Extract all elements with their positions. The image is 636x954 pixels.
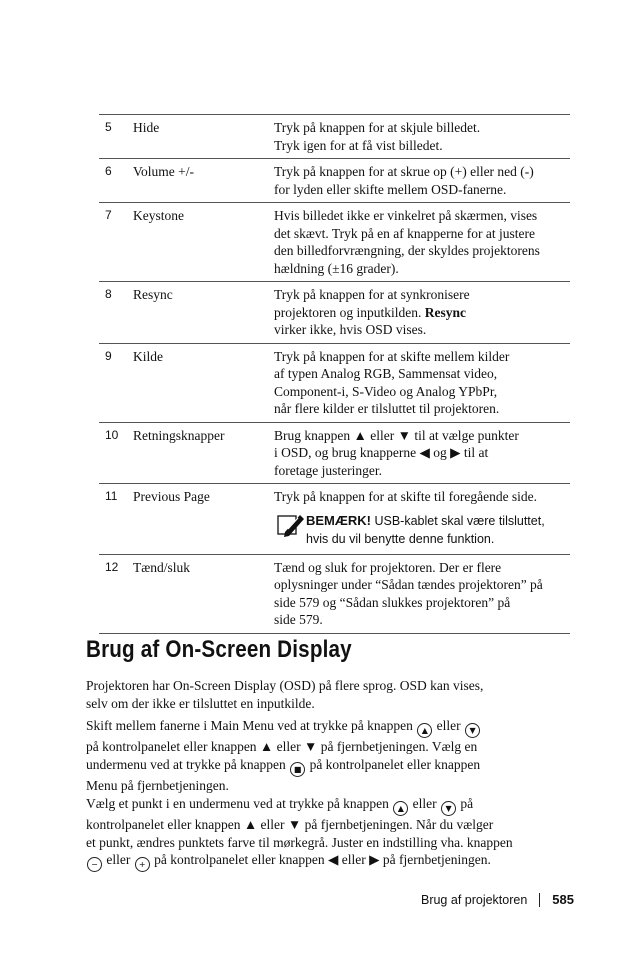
note-line: hvis du vil benytte denne funktion. xyxy=(306,531,495,546)
para-line: et punkt, ændres punktets farve til mørkegrå. Juster en indstilling vha. knappen xyxy=(86,834,513,850)
section-title: Brug af On-Screen Display xyxy=(86,636,352,663)
row-number: 9 xyxy=(105,348,112,363)
desc-line: for lyden eller skifte mellem OSD-fanerne. xyxy=(274,181,507,197)
row-name: Previous Page xyxy=(133,489,210,504)
down-button-icon: ▼ xyxy=(441,801,456,816)
row-name: Retningsknapper xyxy=(133,427,225,443)
menu-down-button-icon: ▼ xyxy=(465,723,480,738)
row-description xyxy=(274,203,570,281)
para-line: selv om der ikke er tilsluttet en inputkilde. xyxy=(86,695,315,711)
para-line: på kontrolpanelet eller knappen ▲ eller ▼ på fjernbetjeningen. Vælg en xyxy=(86,739,478,754)
desc-line: Hvis billedet ikke er vinkelret på skærmen, vises xyxy=(274,208,538,223)
paragraph-intro xyxy=(86,677,576,712)
para-text: på xyxy=(460,796,474,811)
row-name: Resync xyxy=(133,287,173,302)
up-button-icon: ▲ xyxy=(393,801,408,816)
desc-line: virker ikke, hvis OSD vises. xyxy=(274,322,427,337)
para-text: undermenu ved at trykke på knappen xyxy=(86,756,286,772)
table-row xyxy=(99,484,570,555)
desc-line: Component-i, S-Video og Analog YPbPr, xyxy=(274,383,498,399)
menu-up-button-icon: ▲ xyxy=(417,723,432,738)
row-name: Tænd/sluk xyxy=(133,559,191,575)
desc-line: side 579 og “Sådan slukkes projektoren” på xyxy=(274,594,511,610)
table-row xyxy=(99,423,570,485)
para-text: eller xyxy=(412,796,437,811)
note-label: BEMÆRK! xyxy=(306,512,371,528)
row-description xyxy=(274,484,570,554)
row-number: 7 xyxy=(105,208,112,222)
menu-button-icon: ■ xyxy=(290,762,305,777)
row-description xyxy=(274,159,570,202)
desc-line: af typen Analog RGB, Sammensat video, xyxy=(274,366,498,381)
desc-line: Tryk på knappen for at skifte til foregående side. xyxy=(274,489,538,504)
chapter-title: Brug af projektoren xyxy=(420,892,528,907)
para-line: kontrolpanelet eller knappen ▲ eller ▼ på fjernbetjeningen. Når du vælger xyxy=(86,817,494,832)
resync-keyword: Resync xyxy=(424,304,466,320)
page-footer xyxy=(421,892,574,907)
note-text xyxy=(306,512,545,548)
note-box xyxy=(274,512,570,548)
row-description xyxy=(274,423,570,484)
row-description xyxy=(274,344,570,422)
desc-line: den billedforvrængning, der skyldes projektorens xyxy=(274,243,540,258)
desc-text: projektoren og inputkilden. xyxy=(274,304,422,320)
plus-button-icon: + xyxy=(135,857,150,872)
row-description xyxy=(274,555,570,633)
para-text: på kontrolpanelet eller knappen ◀ eller ▶ på fjernbetjeningen. xyxy=(154,852,491,868)
paragraph-submenu xyxy=(86,795,576,872)
para-text: Vælg et punkt i en undermenu ved at trykke på knappen xyxy=(86,796,389,811)
table-row xyxy=(99,282,570,344)
para-line xyxy=(86,795,576,816)
para-line: Projektoren har On-Screen Display (OSD) på flere sprog. OSD kan vises, xyxy=(86,678,484,693)
desc-line: Tænd og sluk for projektoren. Der er flere xyxy=(274,559,502,575)
para-line xyxy=(86,756,576,777)
row-number: 6 xyxy=(105,164,112,178)
para-line xyxy=(86,851,576,872)
note-line: USB-kablet skal være tilsluttet, xyxy=(371,513,545,528)
desc-line: i OSD, og brug knapperne ◀ og ▶ til at xyxy=(274,445,489,460)
pencil-note-icon xyxy=(276,512,306,540)
desc-line xyxy=(274,304,570,322)
desc-line: oplysninger under “Sådan tændes projektoren” på xyxy=(274,577,543,592)
para-text: eller xyxy=(106,852,131,868)
desc-line: foretage justeringer. xyxy=(274,462,382,478)
table-row xyxy=(99,114,570,159)
row-name: Volume +/- xyxy=(133,164,194,179)
row-name: Kilde xyxy=(133,348,163,364)
row-number: 5 xyxy=(105,120,112,134)
table-row xyxy=(99,344,570,423)
para-text: eller xyxy=(436,718,461,733)
function-table xyxy=(99,114,570,634)
desc-line: hældning (±16 grader). xyxy=(274,260,399,276)
desc-line: når flere kilder er tilsluttet til projektoren. xyxy=(274,401,500,416)
row-number: 12 xyxy=(105,559,119,574)
row-name: Hide xyxy=(133,120,160,135)
minus-button-icon: − xyxy=(87,857,102,872)
table-row xyxy=(99,159,570,203)
row-name: Keystone xyxy=(133,208,184,223)
desc-line: Tryk på knappen for at skrue op (+) eller ned (-) xyxy=(274,164,534,179)
para-text: Skift mellem fanerne i Main Menu ved at trykke på knappen xyxy=(86,718,413,733)
table-row xyxy=(99,203,570,282)
row-number: 11 xyxy=(105,489,118,503)
desc-line: Tryk på knappen for at skjule billedet. xyxy=(274,120,481,135)
row-number: 10 xyxy=(105,427,119,442)
footer-divider xyxy=(539,893,540,907)
table-row xyxy=(99,555,570,634)
paragraph-tabs xyxy=(86,717,576,794)
para-text: på kontrolpanelet eller knappen xyxy=(309,756,481,772)
desc-line: side 579. xyxy=(274,612,323,627)
para-line: Menu på fjernbetjeningen. xyxy=(86,777,229,793)
desc-line: det skævt. Tryk på en af knapperne for at justere xyxy=(274,225,535,241)
desc-line: Tryk på knappen for at skifte mellem kilder xyxy=(274,348,510,364)
row-description xyxy=(274,115,570,158)
desc-line: Tryk på knappen for at synkronisere xyxy=(274,287,470,302)
row-description xyxy=(274,282,570,343)
desc-line: Brug knappen ▲ eller ▼ til at vælge punkter xyxy=(274,427,519,443)
row-number: 8 xyxy=(105,287,112,301)
desc-line: Tryk igen for at få vist billedet. xyxy=(274,137,443,153)
para-line xyxy=(86,717,576,738)
page-number: 585 xyxy=(552,892,574,907)
